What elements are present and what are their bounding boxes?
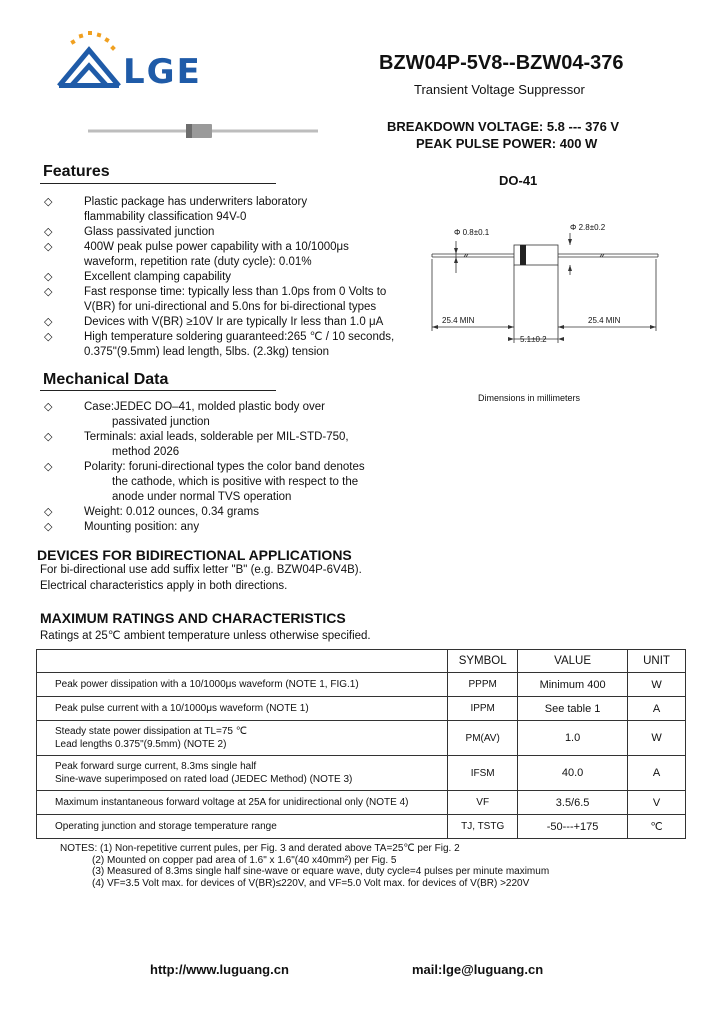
mechanical-list [40, 400, 410, 535]
features-underline [40, 183, 276, 184]
cathode-band [520, 245, 526, 265]
part-subtitle: Transient Voltage Suppressor [414, 82, 585, 97]
unit-cell: W [628, 673, 686, 697]
header-value: VALUE [518, 650, 628, 673]
features-item-line: Fast response time: typically less than 1.0ps from 0 Volts to [84, 286, 387, 298]
mechanical-item-line: Case:JEDEC DO–41, molded plastic body over [84, 401, 325, 413]
table-row [37, 791, 686, 815]
table-row [37, 756, 686, 791]
peak-pulse-power: PEAK PULSE POWER: 400 W [416, 136, 598, 151]
param-line: Peak pulse current with a 10/1000μs waveform (NOTE 1) [55, 703, 309, 714]
note-line: NOTES: (1) Non-repetitive current pules, per Fig. 3 and derated above TA=25℃ per Fig. 2 [60, 843, 460, 854]
diamond-bullet-icon: ◇ [44, 196, 53, 208]
features-item [40, 285, 410, 315]
do41-dimension-drawing [430, 215, 670, 355]
email-link[interactable]: mail:lge@luguang.cn [412, 962, 544, 977]
unit-cell: ℃ [628, 815, 686, 839]
unit-cell: A [628, 697, 686, 721]
features-item-line: Devices with V(BR) ≥10V Ir are typically Ir less than 1.0 μA [84, 316, 384, 328]
features-item [40, 315, 410, 330]
table-row [37, 721, 686, 756]
value-cell: See table 1 [518, 697, 628, 721]
table-row [37, 673, 686, 697]
param-cell [37, 815, 448, 839]
param-line: Sine-wave superimposed on rated load (JEDEC Method) (NOTE 3) [55, 774, 353, 785]
note-line: (3) Measured of 8.3ms single half sine-wave or equare wave, duty cycle=4 pulses per minute maximum [92, 866, 550, 877]
features-item [40, 225, 410, 240]
table-row [37, 697, 686, 721]
package-name: DO-41 [499, 173, 538, 188]
diamond-bullet-icon: ◇ [44, 431, 53, 443]
param-line: Peak forward surge current, 8.3ms single half [55, 761, 257, 772]
features-list [40, 195, 410, 360]
mechanical-item-line: passivated junction [112, 416, 210, 428]
param-line: Lead lengths 0.375"(9.5mm) (NOTE 2) [55, 739, 227, 750]
table-header-row [37, 650, 686, 673]
features-item-line: flammability classification 94V-0 [84, 211, 247, 223]
mechanical-item-line: Weight: 0.012 ounces, 0.34 grams [84, 506, 259, 518]
mechanical-item [40, 520, 410, 535]
diamond-bullet-icon: ◇ [44, 401, 53, 413]
features-item-line: 0.375"(9.5mm) lead length, 5lbs. (2.3kg) tension [84, 346, 330, 358]
param-cell [37, 791, 448, 815]
diamond-bullet-icon: ◇ [44, 506, 53, 518]
lead-length-right-label: 25.4 MIN [588, 316, 621, 325]
header-parameter [37, 650, 448, 673]
ratings-table [36, 649, 686, 839]
diamond-bullet-icon: ◇ [44, 521, 53, 533]
features-title: Features [43, 163, 110, 180]
symbol-cell: TJ, TSTG [448, 815, 518, 839]
header-symbol: SYMBOL [448, 650, 518, 673]
diamond-bullet-icon: ◇ [44, 271, 53, 283]
diamond-bullet-icon: ◇ [44, 241, 53, 253]
diamond-bullet-icon: ◇ [44, 461, 53, 473]
mechanical-underline [40, 390, 276, 391]
features-item-line: Plastic package has underwriters laboratory [84, 196, 308, 208]
diamond-bullet-icon: ◇ [44, 286, 53, 298]
brand-name: LGE [123, 52, 202, 92]
features-item-line: Excellent clamping capability [84, 271, 232, 283]
diamond-bullet-icon: ◇ [44, 331, 53, 343]
features-item [40, 240, 410, 270]
symbol-cell: PM(AV) [448, 721, 518, 756]
mechanical-item [40, 430, 410, 460]
features-item-line: High temperature soldering guaranteed:265 ℃ / 10 seconds, [84, 331, 395, 343]
param-line: Steady state power dissipation at TL=75 ℃ [55, 726, 247, 737]
website-link[interactable]: http://www.luguang.cn [150, 962, 289, 977]
unit-cell: W [628, 721, 686, 756]
mechanical-item-line: Polarity: foruni-directional types the color band denotes [84, 461, 365, 473]
mechanical-item-line: method 2026 [112, 446, 180, 458]
param-cell [37, 756, 448, 791]
symbol-cell: VF [448, 791, 518, 815]
mechanical-title: Mechanical Data [43, 371, 169, 388]
features-item [40, 195, 410, 225]
value-cell: 3.5/6.5 [518, 791, 628, 815]
breakdown-voltage: BREAKDOWN VOLTAGE: 5.8 --- 376 V [387, 119, 620, 134]
mechanical-item-line: the cathode, which is positive with respect to the [112, 476, 359, 488]
param-line: Peak power dissipation with a 10/1000μs waveform (NOTE 1, FIG.1) [55, 679, 359, 690]
param-cell [37, 697, 448, 721]
value-cell: 1.0 [518, 721, 628, 756]
ratings-subtitle: Ratings at 25℃ ambient temperature unless otherwise specified. [40, 630, 371, 642]
lead-diameter-label: Φ 0.8±0.1 [454, 228, 490, 237]
symbol-cell: IFSM [448, 756, 518, 791]
dimension-caption: Dimensions in millimeters [478, 393, 581, 403]
mechanical-item [40, 400, 410, 430]
features-item [40, 270, 410, 285]
value-cell: -50---+175 [518, 815, 628, 839]
bidirectional-line-2: Electrical characteristics apply in both directions. [40, 580, 288, 592]
header-unit: UNIT [628, 650, 686, 673]
body-length-label: 5.1±0.2 [520, 335, 547, 344]
diode-illustration [88, 123, 318, 139]
logo-mark-icon [55, 28, 125, 90]
body-diameter-label: Φ 2.8±0.2 [570, 223, 606, 232]
note-line: (4) VF=3.5 Volt max. for devices of V(BR)≤220V, and VF=5.0 Volt max. for devices of V(BR) >220V [92, 877, 530, 889]
lead-length-left-label: 25.4 MIN [442, 316, 475, 325]
symbol-cell: PPPM [448, 673, 518, 697]
mechanical-item-line: anode under normal TVS operation [112, 491, 292, 503]
symbol-cell: IPPM [448, 697, 518, 721]
param-line: Operating junction and storage temperature range [55, 821, 277, 832]
features-item-line: V(BR) for uni-directional and 5.0ns for bi-directional types [84, 301, 377, 313]
value-cell: 40.0 [518, 756, 628, 791]
bidirectional-title: DEVICES FOR BIDIRECTIONAL APPLICATIONS [37, 547, 352, 563]
mechanical-item [40, 460, 410, 505]
features-item-line: 400W peak pulse power capability with a 10/1000μs [84, 241, 349, 253]
note-line: (2) Mounted on copper pad area of 1.6" x 1.6"(40 x40mm²) per Fig. 5 [92, 854, 397, 866]
table-row [37, 815, 686, 839]
unit-cell: V [628, 791, 686, 815]
value-cell: Minimum 400 [518, 673, 628, 697]
mechanical-item-line: Mounting position: any [84, 521, 200, 533]
mechanical-item-line: Terminals: axial leads, solderable per MIL-STD-750, [84, 431, 349, 443]
notes-block [60, 843, 549, 889]
logo [55, 28, 125, 90]
unit-cell: A [628, 756, 686, 791]
diamond-bullet-icon: ◇ [44, 226, 53, 238]
diamond-bullet-icon: ◇ [44, 316, 53, 328]
bidirectional-line-1: For bi-directional use add suffix letter "B" (e.g. BZW04P-6V4B). [40, 564, 362, 576]
param-cell [37, 721, 448, 756]
part-number-title: BZW04P-5V8--BZW04-376 [379, 52, 624, 74]
ratings-title: MAXIMUM RATINGS AND CHARACTERISTICS [40, 610, 346, 626]
mechanical-item [40, 505, 410, 520]
param-cell [37, 673, 448, 697]
features-item [40, 330, 410, 360]
param-line: Maximum instantaneous forward voltage at 25A for unidirectional only (NOTE 4) [55, 797, 409, 808]
features-item-line: waveform, repetition rate (duty cycle): 0.01% [84, 256, 312, 268]
features-item-line: Glass passivated junction [84, 226, 215, 238]
